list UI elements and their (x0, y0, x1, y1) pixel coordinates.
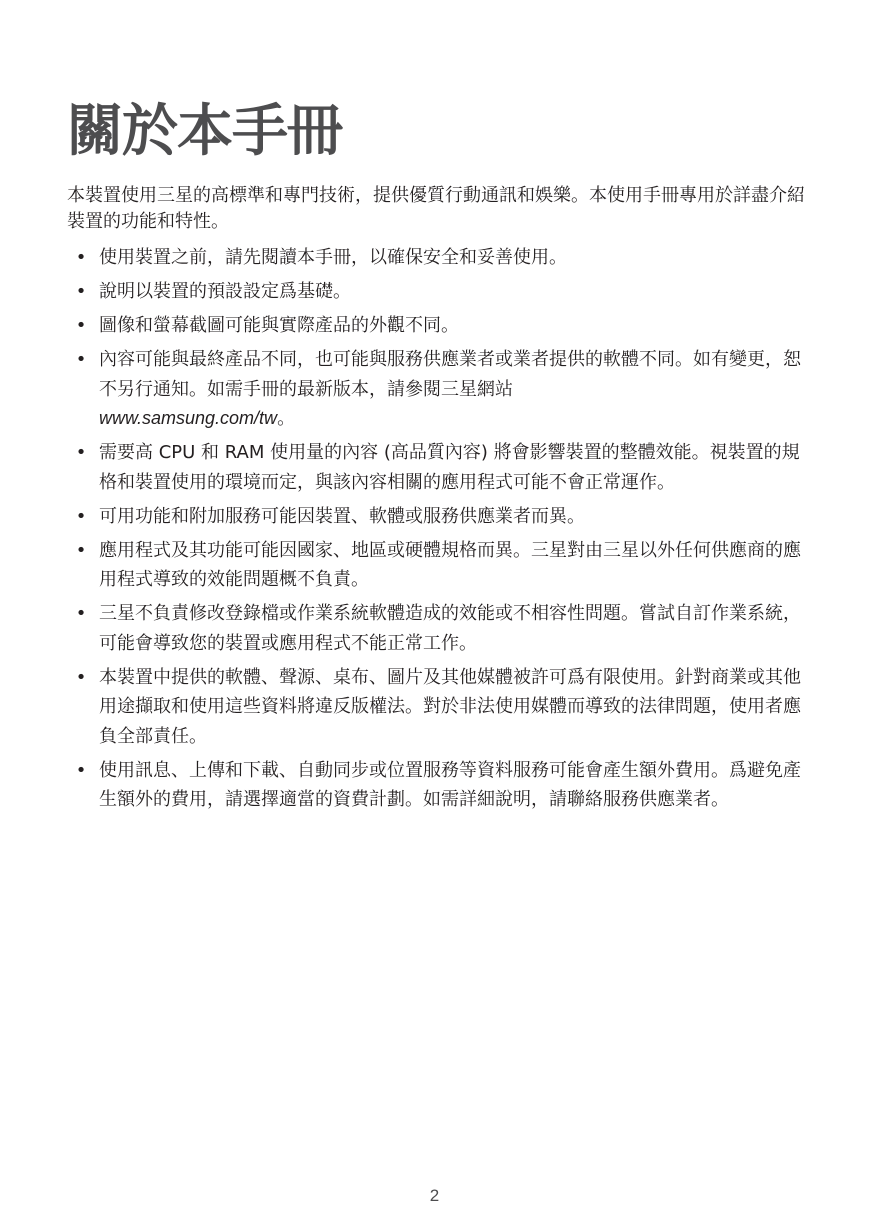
list-item-text: 說明以裝置的預設設定爲基礎。 (99, 281, 351, 302)
bullet-icon: • (75, 281, 87, 302)
list-item-suffix: 。 (277, 408, 296, 429)
list-item-text: 應用程式及其功能可能因國家、地區或硬體規格而異。三星對由三星以外任何供應商的應用程式導致的效能問題概不負責。 (99, 539, 801, 590)
bullet-icon: • (75, 505, 87, 527)
list-item-text: 可用功能和附加服務可能因裝置、軟體或服務供應業者而異。 (99, 505, 585, 527)
notice-list (75, 243, 805, 819)
bullet-icon: • (75, 603, 87, 624)
list-item (75, 345, 805, 434)
list-item-text: 使用訊息、上傳和下載、自動同步或位置服務等資料服務可能會產生額外費用。爲避免產生額外的費用，請選擇適當的資費計劃。如需詳細說明，請聯絡服務供應業者。 (99, 759, 801, 810)
list-item (75, 243, 805, 273)
list-item-text: 內容可能與最終產品不同，也可能與服務供應業者或業者提供的軟體不同。如有變更，恕不另行通知。如需手冊的最新版本，請參閱三星網站 (99, 349, 801, 400)
list-item (75, 311, 805, 341)
list-item (75, 536, 805, 595)
list-item (75, 438, 805, 497)
list-item (75, 502, 805, 532)
intro-paragraph: 本裝置使用三星的高標準和專門技術，提供優質行動通訊和娛樂。本使用手冊專用於詳盡介紹裝置的功能和特性。 (67, 185, 805, 232)
bullet-icon: • (75, 666, 87, 688)
list-item (75, 663, 805, 752)
list-item (75, 756, 805, 815)
samsung-website-link[interactable]: www.samsung.com/tw (99, 408, 278, 428)
list-item (75, 599, 805, 658)
bullet-icon: • (75, 759, 87, 781)
list-item-text: 本裝置中提供的軟體、聲源、桌布、圖片及其他媒體被許可爲有限使用。針對商業或其他用途擷取和使用這些資料將違反版權法。對於非法使用媒體而導致的法律問題，使用者應負全部責任。 (99, 666, 801, 747)
page-number: 2 (429, 1186, 440, 1205)
bullet-icon: • (75, 442, 87, 463)
list-item (75, 277, 805, 307)
page-title: 關於本手冊 (67, 99, 342, 164)
list-item-text: 圖像和螢幕截圖可能與實際產品的外觀不同。 (99, 315, 459, 336)
bullet-icon: • (75, 349, 87, 370)
bullet-icon: • (75, 315, 87, 336)
list-item-text: 使用裝置之前，請先閱讀本手冊，以確保安全和妥善使用。 (99, 247, 567, 268)
bullet-icon: • (75, 539, 87, 561)
bullet-icon: • (75, 247, 87, 268)
list-item-text: 三星不負責修改登錄檔或作業系統軟體造成的效能或不相容性問題。嘗試自訂作業系統，可能會導致您的裝置或應用程式不能正常工作。 (99, 603, 801, 654)
list-item-text: 需要高 CPU 和 RAM 使用量的內容 (高品質內容) 將會影響裝置的整體效能。視裝置的規格和裝置使用的環境而定，與該內容相關的應用程式可能不會正常運作。 (99, 442, 800, 493)
